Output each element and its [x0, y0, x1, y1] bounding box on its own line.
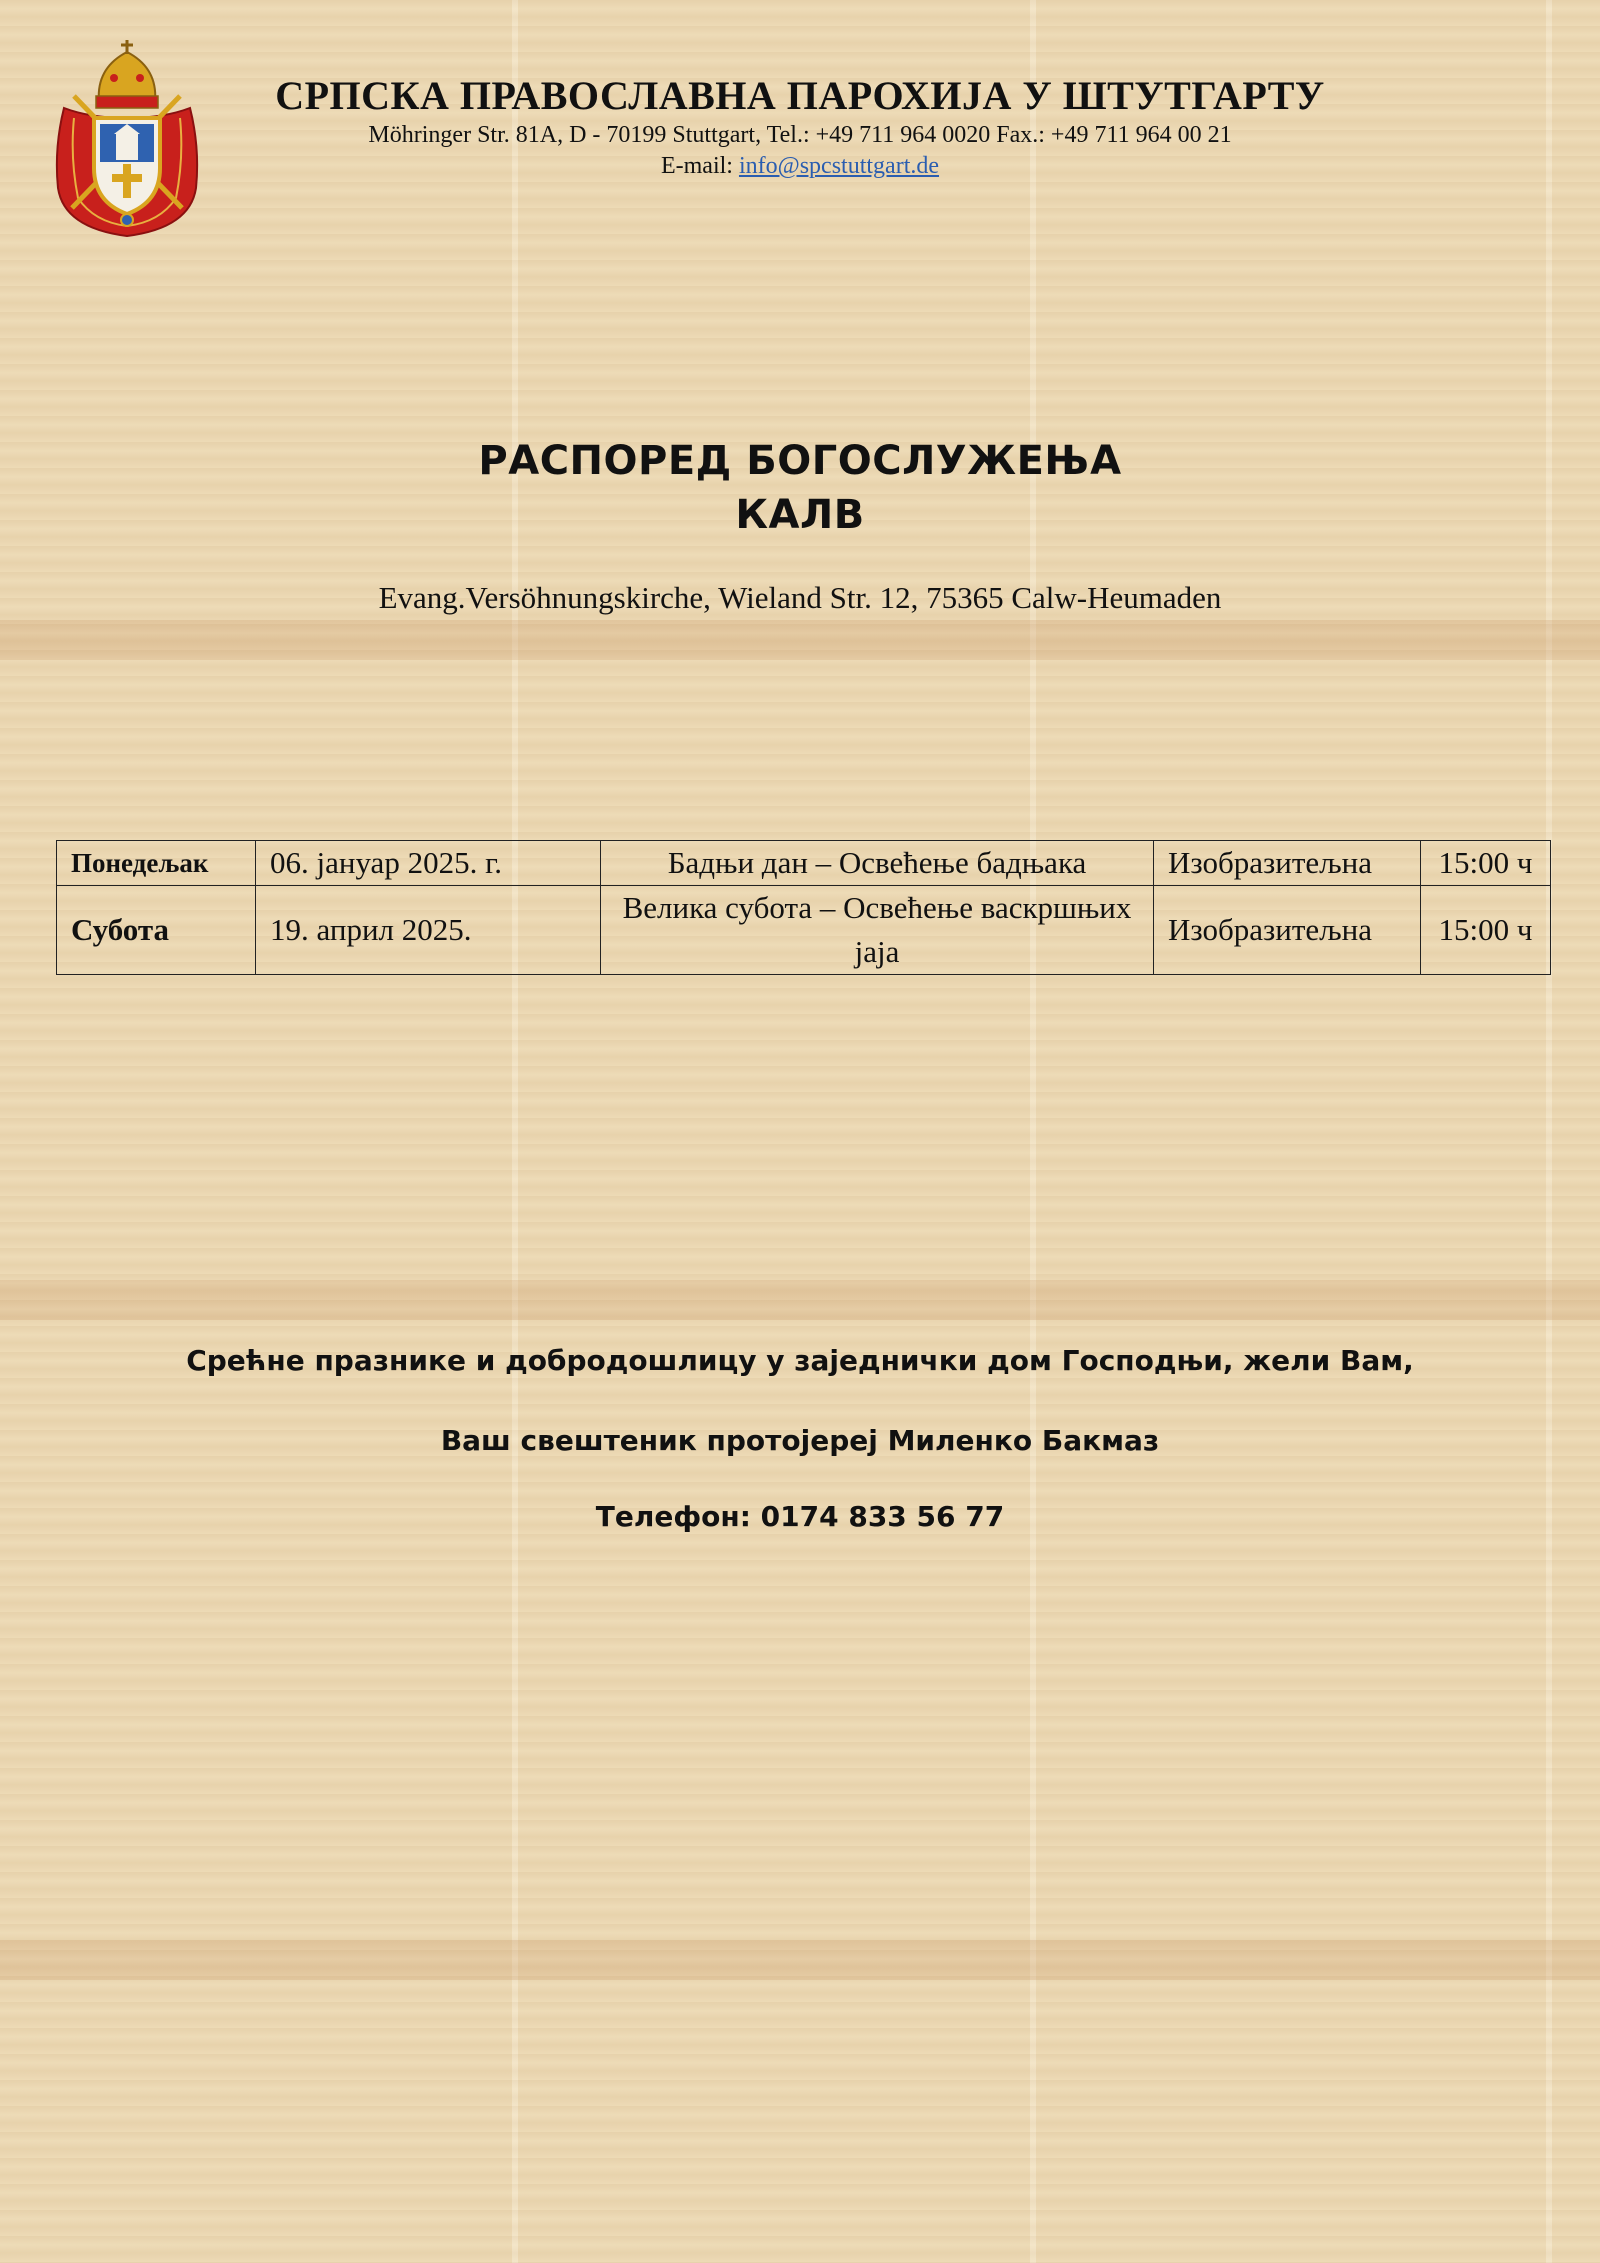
email-link[interactable]: info@spcstuttgart.de — [738, 153, 940, 179]
service-date: 06. јануар 2025. г. — [256, 841, 601, 886]
document-title: РАСПОРЕД БОГОСЛУЖЕЊА — [478, 438, 1122, 484]
service-liturgy: Изобразитељна — [1154, 886, 1421, 975]
service-time: 15:00 ч — [1421, 886, 1551, 975]
service-liturgy: Изобразитељна — [1154, 841, 1421, 886]
service-event: Велика субота – Освећење васкршњих јаја — [601, 886, 1154, 975]
table-row — [57, 841, 1551, 886]
service-event: Бадњи дан – Освећење бадњака — [601, 841, 1154, 886]
email-line — [220, 151, 1380, 182]
service-date: 19. април 2025. — [256, 886, 601, 975]
service-day: Субота — [57, 886, 256, 975]
venue-address: Evang.Versöhnungskirche, Wieland Str. 12, 75365 Calw-Heumaden — [378, 580, 1222, 615]
service-time: 15:00 ч — [1421, 841, 1551, 886]
email-label: E-mail: — [660, 153, 733, 179]
services-schedule-table — [56, 840, 1551, 975]
parish-address: Möhringer Str. 81A, D - 70199 Stuttgart, Tel.: +49 711 964 0020 Fax.: +49 711 964 00 21 — [368, 122, 1232, 148]
document-subtitle-city: КАЛВ — [735, 492, 865, 538]
priest-signature: Ваш свештеник протојереј Миленко Бакмаз — [440, 1424, 1160, 1457]
phone-number: Телефон: 0174 833 56 77 — [595, 1500, 1005, 1533]
greeting: Срећне празнике и добродошлицу у заједнички дом Господњи, жели Вам, — [186, 1344, 1414, 1377]
service-day: Понедељак — [57, 841, 256, 886]
letterhead — [220, 72, 1380, 182]
church-coat-of-arms-icon — [44, 38, 210, 238]
table-row — [57, 886, 1551, 975]
parish-name: СРПСКА ПРАВОСЛАВНА ПАРОХИЈА У ШТУТГАРТУ — [275, 73, 1325, 118]
